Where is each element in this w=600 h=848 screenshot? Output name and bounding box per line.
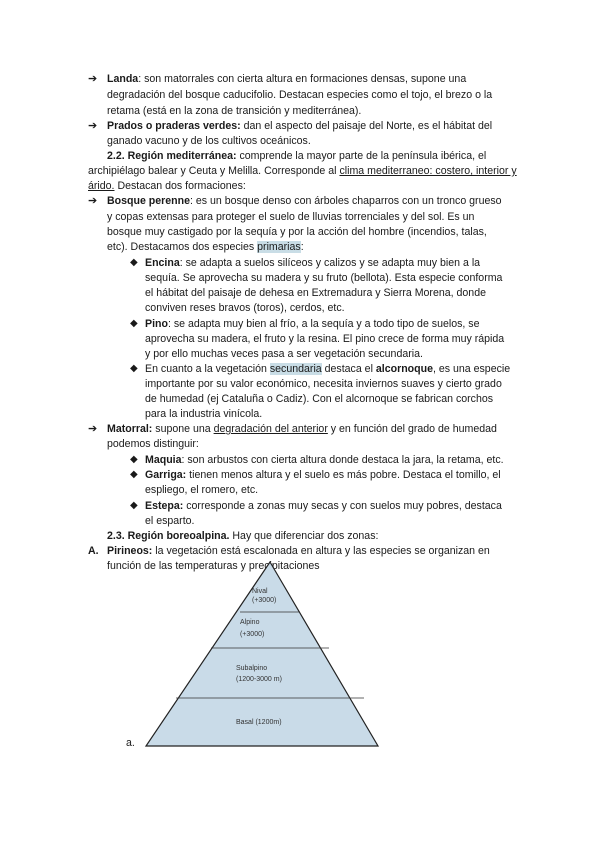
garriga-line-2: espliego, el romero, etc. (145, 484, 259, 496)
bosque-line-3: bosque muy castigado por la sequía y por la acción del hombre (incendios, talas, (107, 226, 487, 238)
region23-line: 2.3. Región boreoalpina. Hay que diferenciar dos zonas: (107, 530, 379, 542)
alcornoque-line-4: para la industria vinícola. (145, 408, 263, 420)
estepa-line-2: el esparto. (145, 515, 195, 527)
prados-term: Prados o praderas verdes: (107, 120, 241, 132)
bosque-line-2: y copas extensas para proteger el suelo de lluvias torrenciales y del sol. Es un (107, 211, 475, 223)
estepa-line-1: Estepa: corresponde a zonas muy secas y con suelos muy pobres, destaca (145, 500, 502, 512)
region23-heading: 2.3. Región boreoalpina. (107, 530, 230, 542)
pirineos-line-1: Pirineos: la vegetación está escalonada en altura y las especies se organizan en (107, 545, 490, 557)
garriga-term: Garriga: (145, 469, 187, 481)
bosque-line-1: Bosque perenne: es un bosque denso con árboles chaparros con un tronco grueso (107, 195, 502, 207)
bosque-line-4: etc). Destacamos dos especies primarias: (107, 241, 304, 253)
landa-term: Landa (107, 73, 139, 85)
arrow-bullet-icon: ➔ (88, 73, 98, 85)
nival-range: (+3000) (252, 597, 277, 604)
vegetation-altitude-pyramid (140, 560, 390, 750)
alcornoque-line-3: de humedad (ej Cataluña o Cadiz). Con el alcornoque se fabrican corchos (145, 393, 494, 405)
encina-term: Encina (145, 257, 180, 269)
region22-line-2: archipiélago balear y Ceuta y Melilla. Corresponde al clima mediterraneo: costero, interior y (88, 165, 517, 177)
encina-line-3: el hábitat del paisaje de dehesa en Extremadura y Sierra Morena, donde (145, 287, 486, 299)
maquia-term: Maquia (145, 454, 182, 466)
matorral-line-1: Matorral: supone una degradación del anterior y en función del grado de humedad (107, 423, 497, 435)
diamond-bullet-icon: ◆ (130, 500, 138, 511)
pirineos-term: Pirineos: (107, 545, 153, 557)
pino-line-2: aprovecha su madera, el fruto y la resina. El pino crece de forma muy rápida (145, 333, 505, 345)
pirineos-marker: A. (88, 545, 99, 557)
matorral-line-2: podemos distinguir: (107, 438, 199, 450)
nival-label: Nival (252, 588, 268, 595)
subalpino-range: (1200-3000 m) (236, 676, 282, 683)
encina-line-4: conviven reses bravos (toros), cerdos, etc. (145, 302, 345, 314)
pino-term: Pino (145, 318, 168, 330)
landa-line-1: Landa: son matorrales con cierta altura en formaciones densas, supone una (107, 73, 467, 85)
diamond-bullet-icon: ◆ (130, 318, 138, 329)
alpino-range: (+3000) (240, 631, 265, 638)
figure-caption: a. (126, 737, 135, 749)
diamond-bullet-icon: ◆ (130, 363, 138, 374)
estepa-term: Estepa: (145, 500, 184, 512)
prados-line-1: Prados o praderas verdes: dan el aspecto del paisaje del Norte, es el hábitat del (107, 120, 493, 132)
subalpino-label: Subalpino (236, 665, 268, 672)
matorral-term: Matorral: (107, 423, 153, 435)
basal-label: Basal (1200m) (236, 719, 282, 726)
encina-line-1: Encina: se adapta a suelos silíceos y calizos y se adapta muy bien a la (145, 257, 481, 269)
landa-line-3: retama (está en la zona de transición y mediterránea). (107, 105, 362, 117)
alcornoque-line-2: importante por su valor económico, necesita inviernos suaves y cierto grado (145, 378, 502, 390)
alcornoque-term: alcornoque (375, 363, 433, 375)
encina-line-2: sequía. Se aprovecha su madera y su fruto (bellota). Esta especie conforma (145, 272, 503, 284)
pino-line-1: Pino: se adapta muy bien al frío, a la sequía y a todo tipo de suelos, se (145, 318, 480, 330)
diamond-bullet-icon: ◆ (130, 454, 138, 465)
region22-line-3: árido. Destacan dos formaciones: (88, 180, 246, 192)
pirineos-line-2: función de las temperaturas y precipitaciones (107, 560, 320, 572)
landa-line-2: degradación del bosque caducifolio. Destacan especies como el tojo, el brezo o la (107, 89, 493, 101)
alcornoque-line-1: En cuanto a la vegetación secundaria destaca el alcornoque, es una especie (145, 363, 511, 375)
region22-heading: 2.2. Región mediterránea: (107, 150, 237, 162)
prados-line-2: ganado vacuno y de los cultivos oceánicos. (107, 135, 311, 147)
pino-line-3: y por ello muchas veces pasa a ser vegetación secundaria. (145, 348, 423, 360)
arrow-bullet-icon: ➔ (88, 423, 98, 435)
bosque-term: Bosque perenne (107, 195, 191, 207)
region22-line-1: 2.2. Región mediterránea: comprende la mayor parte de la península ibérica, el (107, 150, 487, 162)
arrow-bullet-icon: ➔ (88, 120, 98, 132)
arrow-bullet-icon: ➔ (88, 195, 98, 207)
garriga-line-1: Garriga: tienen menos altura y el suelo es más pobre. Destaca el tomillo, el (145, 469, 501, 481)
alpino-label: Alpino (240, 619, 260, 626)
diamond-bullet-icon: ◆ (130, 257, 138, 268)
maquia-line-1: Maquia: son arbustos con cierta altura donde destaca la jara, la retama, etc. (145, 454, 504, 466)
diamond-bullet-icon: ◆ (130, 469, 138, 480)
